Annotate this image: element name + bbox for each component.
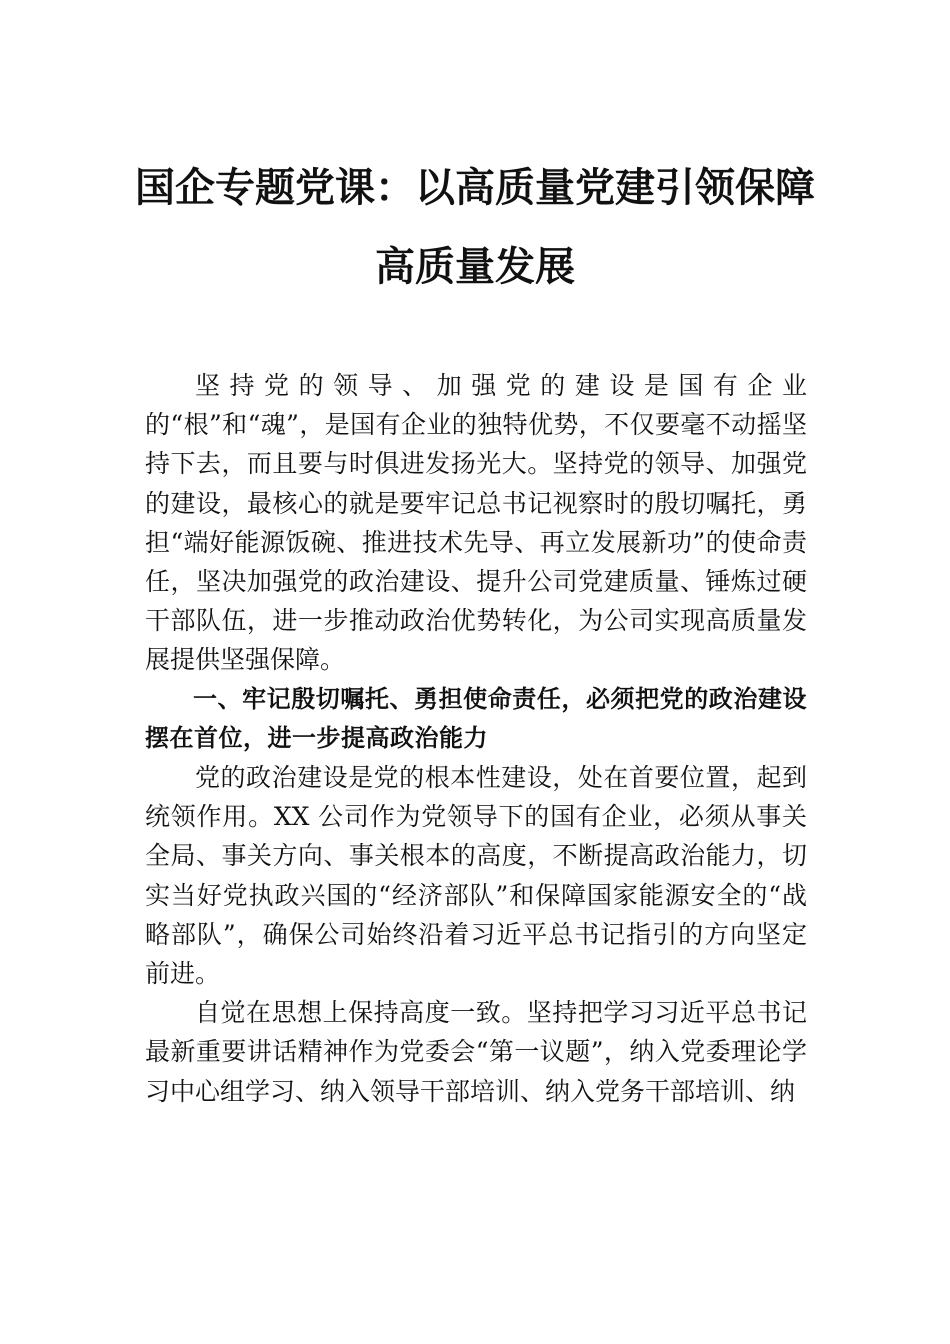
paragraph-section-1-point: 自觉在思想上保持高度一致。坚持把学习习近平总书记最新重要讲话精神作为党委会“第一议题”，纳入党委理论学习中心组学习、纳入领导干部培训、纳入党务干部培训、纳 xyxy=(145,998,807,1106)
paragraph-intro: 坚持党的领导、加强党的建设是国有企业的“根”和“魂”，是国有企业的独特优势，不仅要毫不动摇坚持下去，而且要与时俱进发扬光大。坚持党的领导、加强党的建设，最核心的就是要牢记总书记视察时的殷切嘱托，勇担“端好能源饭碗、推进技术先导、再立发展新功”的使命责任，坚决加强党的政治建设、提升公司党建质量、锤炼过硬干部队伍，进一步推动政治优势转化，为公司实现高质量发展提供坚强保障。 xyxy=(145,371,807,675)
paragraph-section-1: 党的政治建设是党的根本性建设，处在首要位置，起到统领作用。XX 公司作为党领导下的国有企业，必须从事关全局、事关方向、事关根本的高度，不断提高政治能力，切实当好党执政兴国的“经济部队”和保障国家能源安全的“战略部队”，确保公司始终沿着习近平总书记指引的方向坚定前进。 xyxy=(145,763,807,989)
section-heading-1: 一、牢记殷切嘱托、勇担使命责任，必须把党的政治建设摆在首位，进一步提高政治能力 xyxy=(145,684,807,752)
document-title: 国企专题党课：以高质量党建引领保障高质量发展 xyxy=(135,164,815,290)
document-body xyxy=(145,366,807,1111)
